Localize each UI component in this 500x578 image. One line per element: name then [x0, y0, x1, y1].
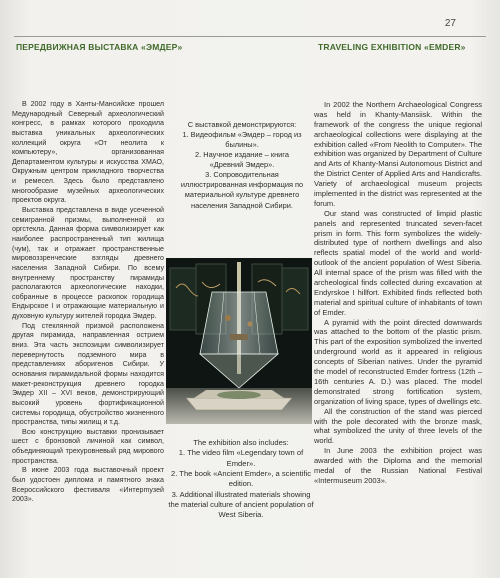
header-rule	[14, 36, 486, 37]
caption-line: 2. The book «Ancient Emder», a scientific edition.	[171, 468, 311, 489]
section-title-ru: ПЕРЕДВИЖНАЯ ВЫСТАВКА «ЭМДЕР»	[16, 42, 183, 52]
caption-line: The exhibition also includes:	[193, 438, 289, 447]
caption-line: 1. The video film «Legendary town of Emder».	[178, 448, 304, 468]
caption-ru	[178, 120, 306, 211]
caption-line: 3. Additional illustrated materials showing the material culture of ancient population of West Siberia.	[168, 489, 314, 520]
page-number: 27	[444, 18, 456, 29]
caption-line: 1. Видеофильм «Эмдер – город из былины».	[182, 130, 302, 150]
exhibition-photo	[166, 258, 312, 424]
paragraph: Под стеклянной призмой расположена другая пирамида, направленная острием вниз. Эта часть экспозиции символизирует перевернутость подземного мира в представлениях аборигенов Сибири. У основания пирамидальной формы находится макет-реконструкция древнего городка Эмдер XII – XVI веков, демонстрирующий высокий уровень фортификационной системы городища, обустройство жизненного пространства, типы жилищ и т.д.	[12, 321, 164, 427]
paragraph: В 2002 году в Ханты-Мансийске прошел Медународный Северный археологический конгресс, в рамках которого проходила выставка уникальных археологических коллекций округа «От неолита к компьютеру», организованная Департаментом культуры и искусства ХМАО, Окружным центром прикладного творчества и ремесел. Здесь было представлено многообразие музейных археологических проектов округа.	[12, 100, 164, 205]
caption-en	[168, 438, 314, 521]
paragraph: All the construction of the stand was pierced with the pole decorated with the bronze mask, what symbolized the unity of three levels of the world.	[314, 406, 482, 446]
paragraph: In June 2003 the exhibition project was awarded with the Diploma and the memorial medal of the Russian National Festival «Intermuseum 2003».	[314, 446, 482, 485]
paragraph: In 2002 the Northern Archaeological Congress was held in Khanty-Mansiisk. Within the framework of the congress the unique regional archaeological collections were displaying at the exhibition called «From Neolith to Computer». The exhibition was organized by Department of Culture and Arts of Khanty-Mansi Autonomous District and the District Center of Applied Arts and Handicrafts. Variety of archaeological museum projects implemented in the district was represented at the forum.	[314, 100, 483, 208]
caption-line: С выставкой демонстрируются:	[187, 120, 297, 129]
paragraph: A pyramid with the point directed downwards was attached to the bottom of the plastic prism. This part of the exposition symbolized the inverted underground world as it appeared in religious concepts of Siberian natives. Under the pyramid the model of reconstructed Emder fortress (12th – 16th centuries A. D.) was placed. The model demonstrated strong fortification system, organization of living space, types of dwellings etc.	[314, 317, 483, 406]
exhibition-photo-illustration	[166, 258, 312, 424]
paragraph: Выставка представлена в виде усеченной семигранной призмы, выполненной из оргстекла. Данная форма символизирует как наиболее распространенный тип жилища (чум), так и отражает пространственные мировоззренческие взгляды древнего населения Западной Сибири. По всему внутреннему пространству пирамиды располагаются археологические находки, собранные в процессе раскопок городища Ендырское I и отражающие материальную и духовную культуру жителей городка Эмдер.	[12, 206, 164, 321]
caption-line: 3. Сопроводительная иллюстрированная информация по материальной культуре древнего населения Западной Сибири.	[180, 170, 304, 210]
paragraph: В июне 2003 года выставочный проект был удостоен диплома и памятного знака Всероссийского фестиваля «Интерmузей 2003».	[12, 466, 164, 504]
paragraph: Всю конструкцию выставки пронизывает шест с бронзовой личиной как символ, объединяющий трехуровневый ряд мирового пространства.	[12, 427, 164, 465]
section-title-en: TRAVELING EXHIBITION «EMDER»	[318, 42, 466, 52]
caption-line: 2. Научное издание – книга «Древний Эмдер».	[195, 150, 289, 170]
english-text-column	[314, 100, 482, 486]
russian-text-column	[12, 100, 164, 505]
paragraph: Our stand was constructed of limpid plastic panels and represented truncated seven-facet prism in form. This form symbolizes the widely-distributed type of northern dwellings and also reflects spatial model of the world and world-outlook of the ancient population of West Siberia. All internal space of the prism was filled with the archeological finds collected during excavation at Endyrskoe I hillfort. Exhibited finds reflected both material and spiritual culture of inhabitants of town of Emder.	[314, 208, 482, 317]
